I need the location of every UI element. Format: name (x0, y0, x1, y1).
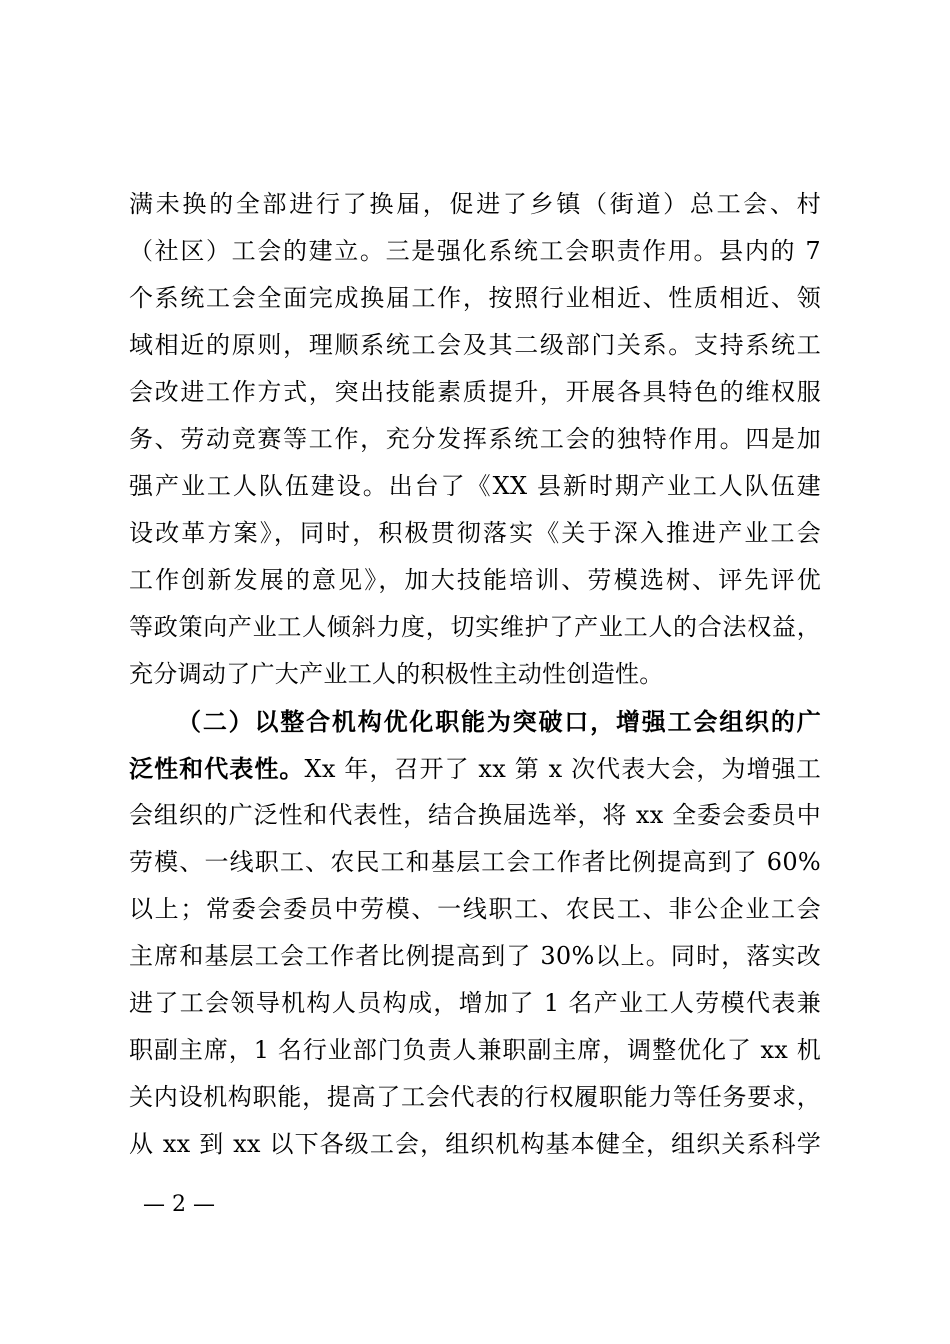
text-line: 工作创新发展的意见》，加大技能培训、劳模选树、评先评优 (129, 566, 821, 594)
text-line: 关内设机构职能，提高了工会代表的行权履职能力等任务要求， (129, 1083, 821, 1111)
text-line: 从 xx 到 xx 以下各级工会，组织机构基本健全，组织关系科学 (129, 1130, 821, 1158)
text-line: 劳模、一线职工、农民工和基层工会工作者比例提高到了 60% (129, 848, 821, 876)
text-line: 主席和基层工会工作者比例提高到了 30%以上。同时，落实改 (129, 942, 821, 970)
text-line: 会改进工作方式，突出技能素质提升，开展各具特色的维权服 (129, 378, 821, 406)
text-line: 满未换的全部进行了换届，促进了乡镇（街道）总工会、村 (129, 190, 821, 218)
text-line: 会组织的广泛性和代表性，结合换届选举，将 xx 全委会委员中 (129, 801, 821, 829)
text-line: 强产业工人队伍建设。出台了《XX 县新时期产业工人队伍建 (129, 472, 821, 500)
text-line: 务、劳动竞赛等工作，充分发挥系统工会的独特作用。四是加 (129, 425, 821, 453)
body-text (129, 181, 821, 1168)
text-line: 以上；常委会委员中劳模、一线职工、农民工、非公企业工会 (129, 895, 821, 923)
text-line: 进了工会领导机构人员构成，增加了 1 名产业工人劳模代表兼 (129, 989, 821, 1017)
text-line: 等政策向产业工人倾斜力度，切实维护了产业工人的合法权益， (129, 613, 821, 641)
text-line: 个系统工会全面完成换届工作，按照行业相近、性质相近、领 (129, 284, 821, 312)
text-line: 域相近的原则，理顺系统工会及其二级部门关系。支持系统工 (129, 331, 821, 359)
page-number: — 2 — (143, 1192, 215, 1217)
text-line (129, 745, 821, 792)
text-segment: Xx 年，召开了 xx 第 x 次代表大会，为增强工 (304, 755, 822, 783)
text-line: 设改革方案》，同时，积极贯彻落实《关于深入推进产业工会 (129, 519, 821, 547)
text-line: 充分调动了广大产业工人的积极性主动性创造性。 (129, 660, 664, 688)
section-heading-end: 泛性和代表性。 (129, 754, 305, 783)
text-line: （社区）工会的建立。三是强化系统工会职责作用。县内的 7 (129, 237, 821, 265)
section-heading: （二）以整合机构优化职能为突破口，增强工会组织的广 (177, 707, 821, 736)
text-line: 职副主席，1 名行业部门负责人兼职副主席，调整优化了 xx 机 (129, 1036, 821, 1064)
